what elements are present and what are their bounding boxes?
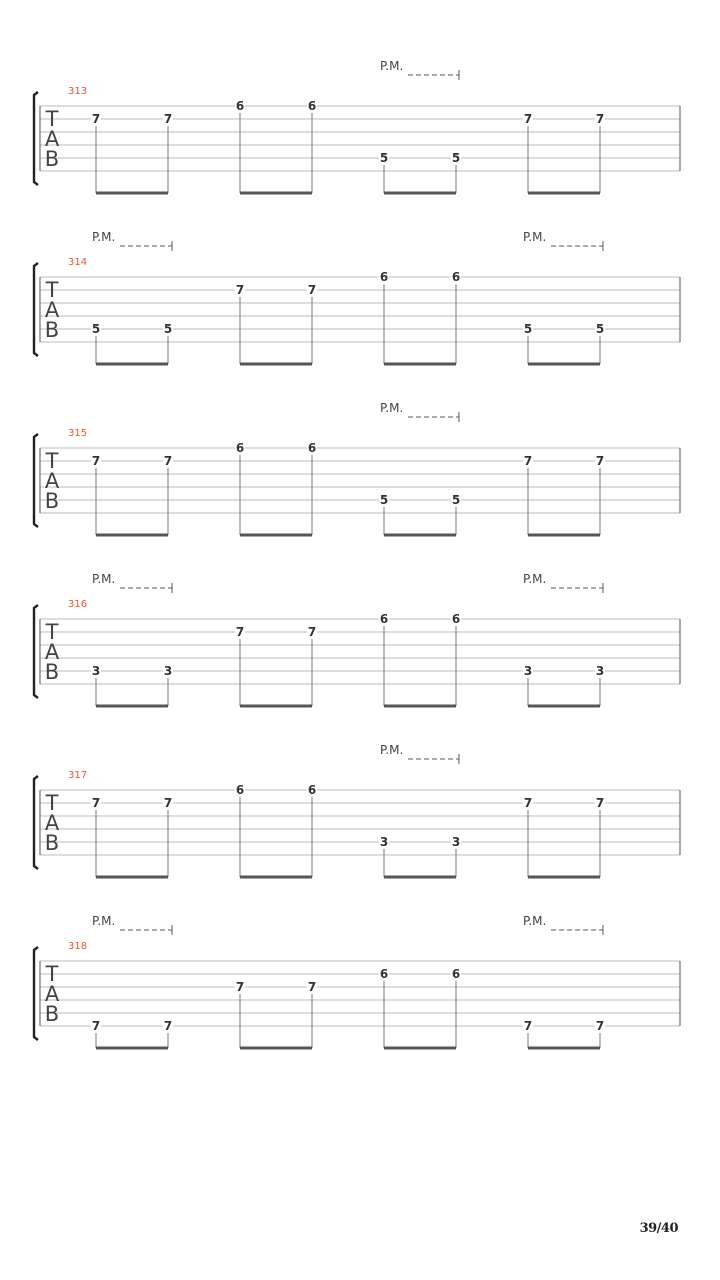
fret-number: 3 (91, 664, 101, 678)
fret-number: 7 (523, 796, 533, 810)
tab-clef-letter: T (45, 791, 59, 815)
tab-system-317 (34, 743, 680, 877)
fret-number: 6 (307, 783, 317, 797)
tab-clef-letter: A (44, 298, 60, 322)
fret-number: 7 (163, 796, 173, 810)
system-bracket (34, 605, 38, 698)
tab-system-318 (34, 914, 680, 1048)
tab-clef-letter: B (44, 147, 60, 171)
tab-clef-letter: A (44, 127, 60, 151)
fret-number: 6 (235, 99, 245, 113)
fret-number: 5 (523, 322, 533, 336)
fret-number: 7 (595, 454, 605, 468)
fret-number: 7 (595, 1019, 605, 1033)
fret-number: 7 (235, 625, 245, 639)
palm-mute-label: P.M. (380, 59, 404, 73)
fret-number: 3 (163, 664, 173, 678)
fret-number: 7 (163, 454, 173, 468)
fret-number: 5 (91, 322, 101, 336)
palm-mute-label: P.M. (380, 743, 404, 757)
fret-number: 3 (379, 835, 389, 849)
fret-number: 6 (307, 441, 317, 455)
fret-number: 7 (523, 454, 533, 468)
tab-system-316 (34, 572, 680, 706)
tab-clef-letter: A (44, 811, 60, 835)
fret-number: 3 (595, 664, 605, 678)
fret-number: 7 (235, 980, 245, 994)
tab-system-313 (34, 59, 680, 193)
tab-clef-letter: T (45, 107, 59, 131)
tab-system-314 (34, 230, 680, 364)
system-bracket (34, 263, 38, 356)
tab-clef-letter: T (45, 449, 59, 473)
fret-number: 7 (307, 625, 317, 639)
fret-number: 7 (595, 796, 605, 810)
measure-number: 318 (68, 941, 88, 952)
fret-number: 5 (595, 322, 605, 336)
fret-number: 7 (163, 112, 173, 126)
palm-mute-label: P.M. (523, 914, 547, 928)
fret-number: 3 (451, 835, 461, 849)
system-bracket (34, 776, 38, 869)
fret-number: 5 (163, 322, 173, 336)
fret-number: 7 (91, 1019, 101, 1033)
tab-system-315 (34, 401, 680, 535)
fret-number: 5 (379, 493, 389, 507)
fret-number: 7 (595, 112, 605, 126)
palm-mute-label: P.M. (92, 572, 116, 586)
measure-number: 315 (68, 428, 88, 439)
system-bracket (34, 947, 38, 1040)
fret-number: 7 (523, 112, 533, 126)
tab-clef-letter: T (45, 620, 59, 644)
fret-number: 6 (451, 967, 461, 981)
fret-number: 7 (91, 112, 101, 126)
measure-number: 313 (68, 86, 88, 97)
fret-number: 3 (523, 664, 533, 678)
fret-number: 6 (235, 441, 245, 455)
fret-number: 7 (307, 980, 317, 994)
system-bracket (34, 92, 38, 185)
fret-number: 5 (451, 493, 461, 507)
tab-clef-letter: A (44, 640, 60, 664)
measure-number: 314 (68, 257, 88, 268)
tab-clef-letter: T (45, 278, 59, 302)
tab-clef-letter: B (44, 489, 60, 513)
fret-number: 7 (523, 1019, 533, 1033)
fret-number: 6 (379, 270, 389, 284)
tab-clef-letter: B (44, 660, 60, 684)
tab-clef-letter: B (44, 1002, 60, 1026)
tab-clef-letter: T (45, 962, 59, 986)
palm-mute-label: P.M. (92, 230, 116, 244)
fret-number: 5 (451, 151, 461, 165)
tab-clef-letter: B (44, 318, 60, 342)
fret-number: 5 (379, 151, 389, 165)
palm-mute-label: P.M. (92, 914, 116, 928)
fret-number: 7 (163, 1019, 173, 1033)
fret-number: 6 (379, 967, 389, 981)
tab-clef-letter: B (44, 831, 60, 855)
measure-number: 316 (68, 599, 88, 610)
page-number: 39/40 (639, 1221, 678, 1236)
fret-number: 6 (451, 612, 461, 626)
fret-number: 6 (379, 612, 389, 626)
palm-mute-label: P.M. (523, 230, 547, 244)
fret-number: 6 (307, 99, 317, 113)
fret-number: 6 (451, 270, 461, 284)
fret-number: 7 (91, 796, 101, 810)
palm-mute-label: P.M. (380, 401, 404, 415)
fret-number: 7 (307, 283, 317, 297)
palm-mute-label: P.M. (523, 572, 547, 586)
fret-number: 7 (235, 283, 245, 297)
tab-clef-letter: A (44, 469, 60, 493)
fret-number: 7 (91, 454, 101, 468)
tab-clef-letter: A (44, 982, 60, 1006)
system-bracket (34, 434, 38, 527)
fret-number: 6 (235, 783, 245, 797)
measure-number: 317 (68, 770, 88, 781)
